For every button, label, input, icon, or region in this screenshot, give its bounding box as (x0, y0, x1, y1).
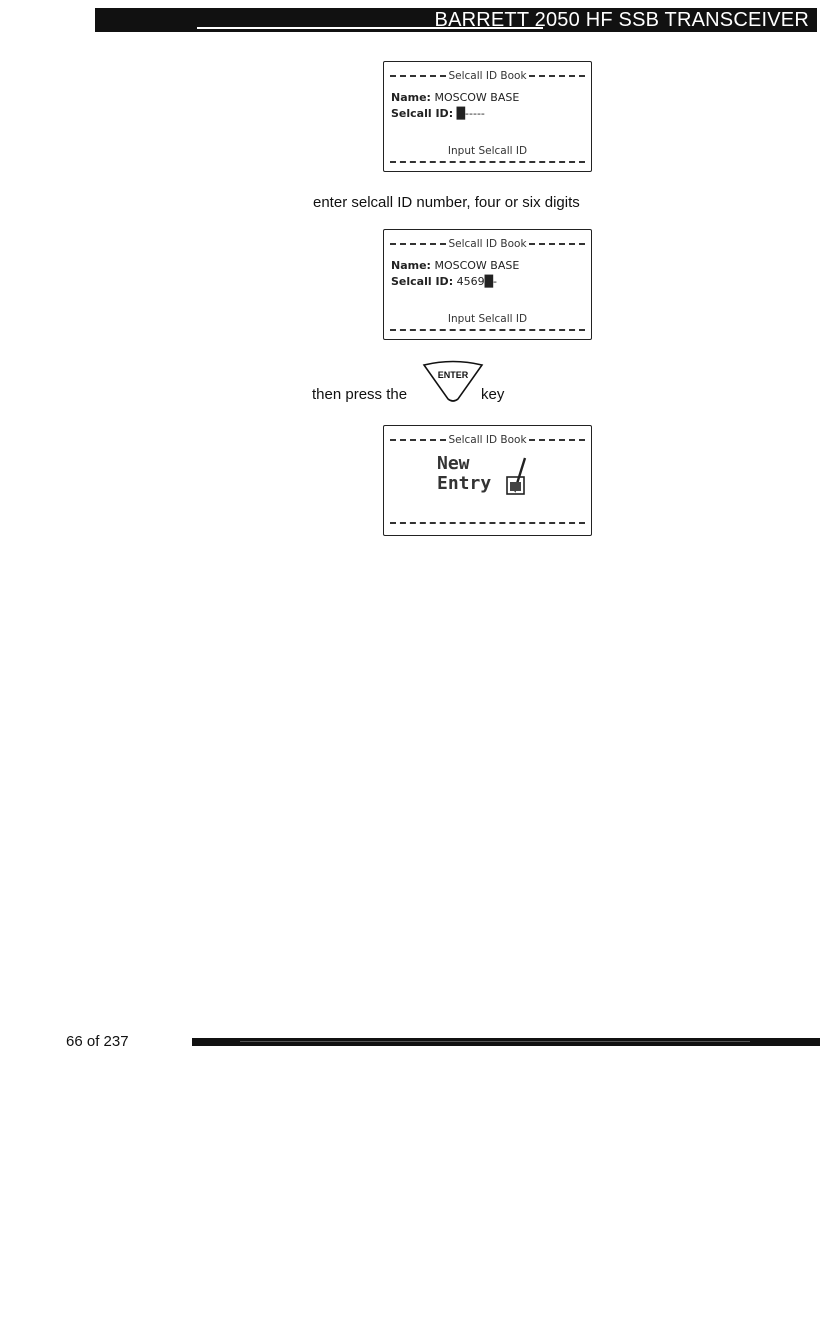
header-title: BARRETT 2050 HF SSB TRANSCEIVER (434, 9, 809, 31)
lcd-id-row (391, 275, 497, 288)
instruction-step-2-after: key (481, 386, 505, 403)
footer-bar (192, 1038, 820, 1046)
selcall-id-label: Selcall ID: (391, 107, 454, 120)
instruction-step-2-before: then press the (312, 386, 408, 403)
lcd-title: Selcall ID Book (448, 434, 527, 446)
enter-key-label: ENTER (437, 370, 469, 380)
selcall-id-value: █----- (456, 107, 485, 120)
name-value: MOSCOW BASE (434, 91, 520, 104)
name-value: MOSCOW BASE (434, 259, 520, 272)
lcd-name-row (391, 91, 519, 104)
selcall-id-value: 4569█- (456, 275, 498, 288)
lcd-screen-new-entry (383, 425, 592, 536)
enter-key-icon (422, 359, 484, 405)
lcd-title-bar (390, 433, 585, 447)
lcd-screen-input-filled (383, 229, 592, 340)
lcd-screen-input-empty (383, 61, 592, 172)
new-entry-line-1: New (437, 453, 470, 474)
lcd-title: Selcall ID Book (448, 70, 527, 82)
footer-rule (240, 1041, 750, 1042)
page-number: 66 of 237 (66, 1033, 129, 1050)
name-label: Name: (391, 91, 431, 104)
lcd-title: Selcall ID Book (448, 238, 527, 250)
header-bar (95, 8, 817, 32)
lcd-bottom-rule (390, 522, 585, 524)
selcall-id-label: Selcall ID: (391, 275, 454, 288)
instruction-step-1: enter selcall ID number, four or six digits (313, 194, 580, 211)
checkmark-box-icon (505, 452, 531, 500)
name-label: Name: (391, 259, 431, 272)
lcd-bottom-rule (390, 161, 585, 163)
lcd-id-row (391, 107, 485, 120)
lcd-title-bar (390, 237, 585, 251)
lcd-prompt: Input Selcall ID (447, 313, 528, 325)
new-entry-message (437, 454, 491, 494)
lcd-title-bar (390, 69, 585, 83)
lcd-prompt: Input Selcall ID (447, 145, 528, 157)
lcd-bottom-rule (390, 329, 585, 331)
new-entry-line-2: Entry (437, 473, 492, 494)
lcd-name-row (391, 259, 519, 272)
